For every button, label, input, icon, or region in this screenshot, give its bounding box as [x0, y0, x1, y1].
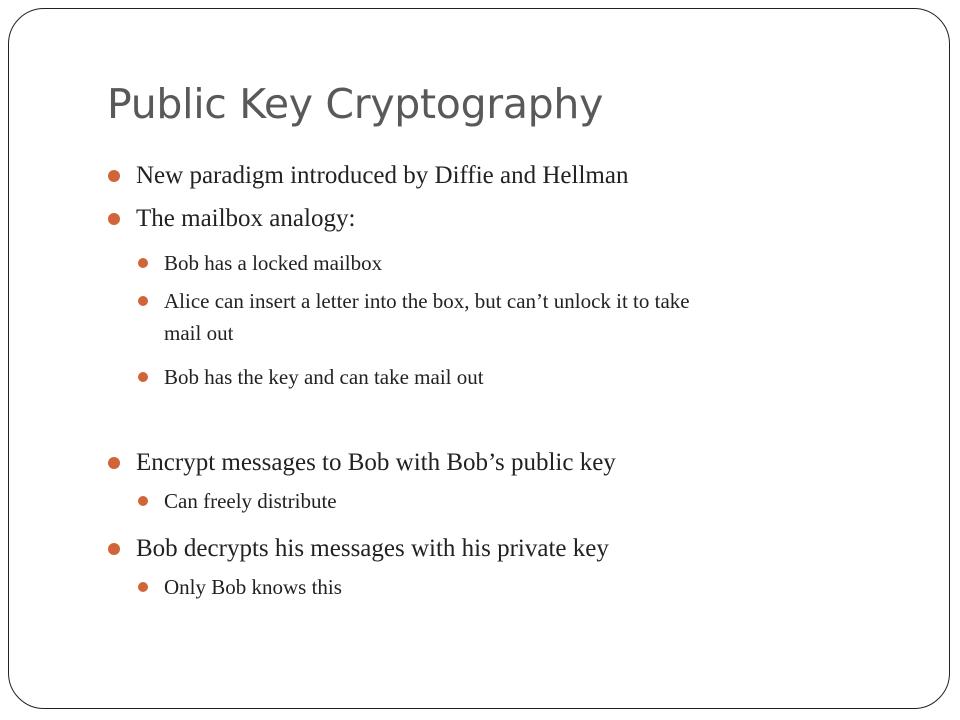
slide-title: Public Key Cryptography — [107, 80, 604, 128]
bullet-text: Encrypt messages to Bob with Bob’s public key — [136, 449, 616, 476]
sub-bullet-dot-icon — [138, 582, 148, 592]
bullet-dot-icon — [108, 170, 120, 182]
bullet-text: New paradigm introduced by Diffie and Hellman — [136, 162, 629, 189]
sub-bullet-dot-icon — [138, 496, 148, 506]
sub-bullet-text-continuation: mail out — [164, 321, 234, 345]
bullet-text: Bob decrypts his messages with his private key — [136, 535, 609, 562]
sub-bullet-text: Can freely distribute — [164, 489, 337, 513]
bullet-dot-icon — [108, 457, 120, 469]
sub-bullet-text: Bob has the key and can take mail out — [164, 365, 484, 389]
sub-bullet-text: Alice can insert a letter into the box, but can’t unlock it to take — [164, 289, 690, 313]
sub-bullet-dot-icon — [138, 258, 148, 268]
bullet-dot-icon — [108, 543, 120, 555]
sub-bullet-text: Bob has a locked mailbox — [164, 251, 383, 275]
sub-bullet-dot-icon — [138, 296, 148, 306]
sub-bullet-text: Only Bob knows this — [164, 575, 342, 599]
bullet-text: The mailbox analogy: — [136, 205, 356, 232]
bullet-dot-icon — [108, 213, 120, 225]
sub-bullet-dot-icon — [138, 372, 148, 382]
